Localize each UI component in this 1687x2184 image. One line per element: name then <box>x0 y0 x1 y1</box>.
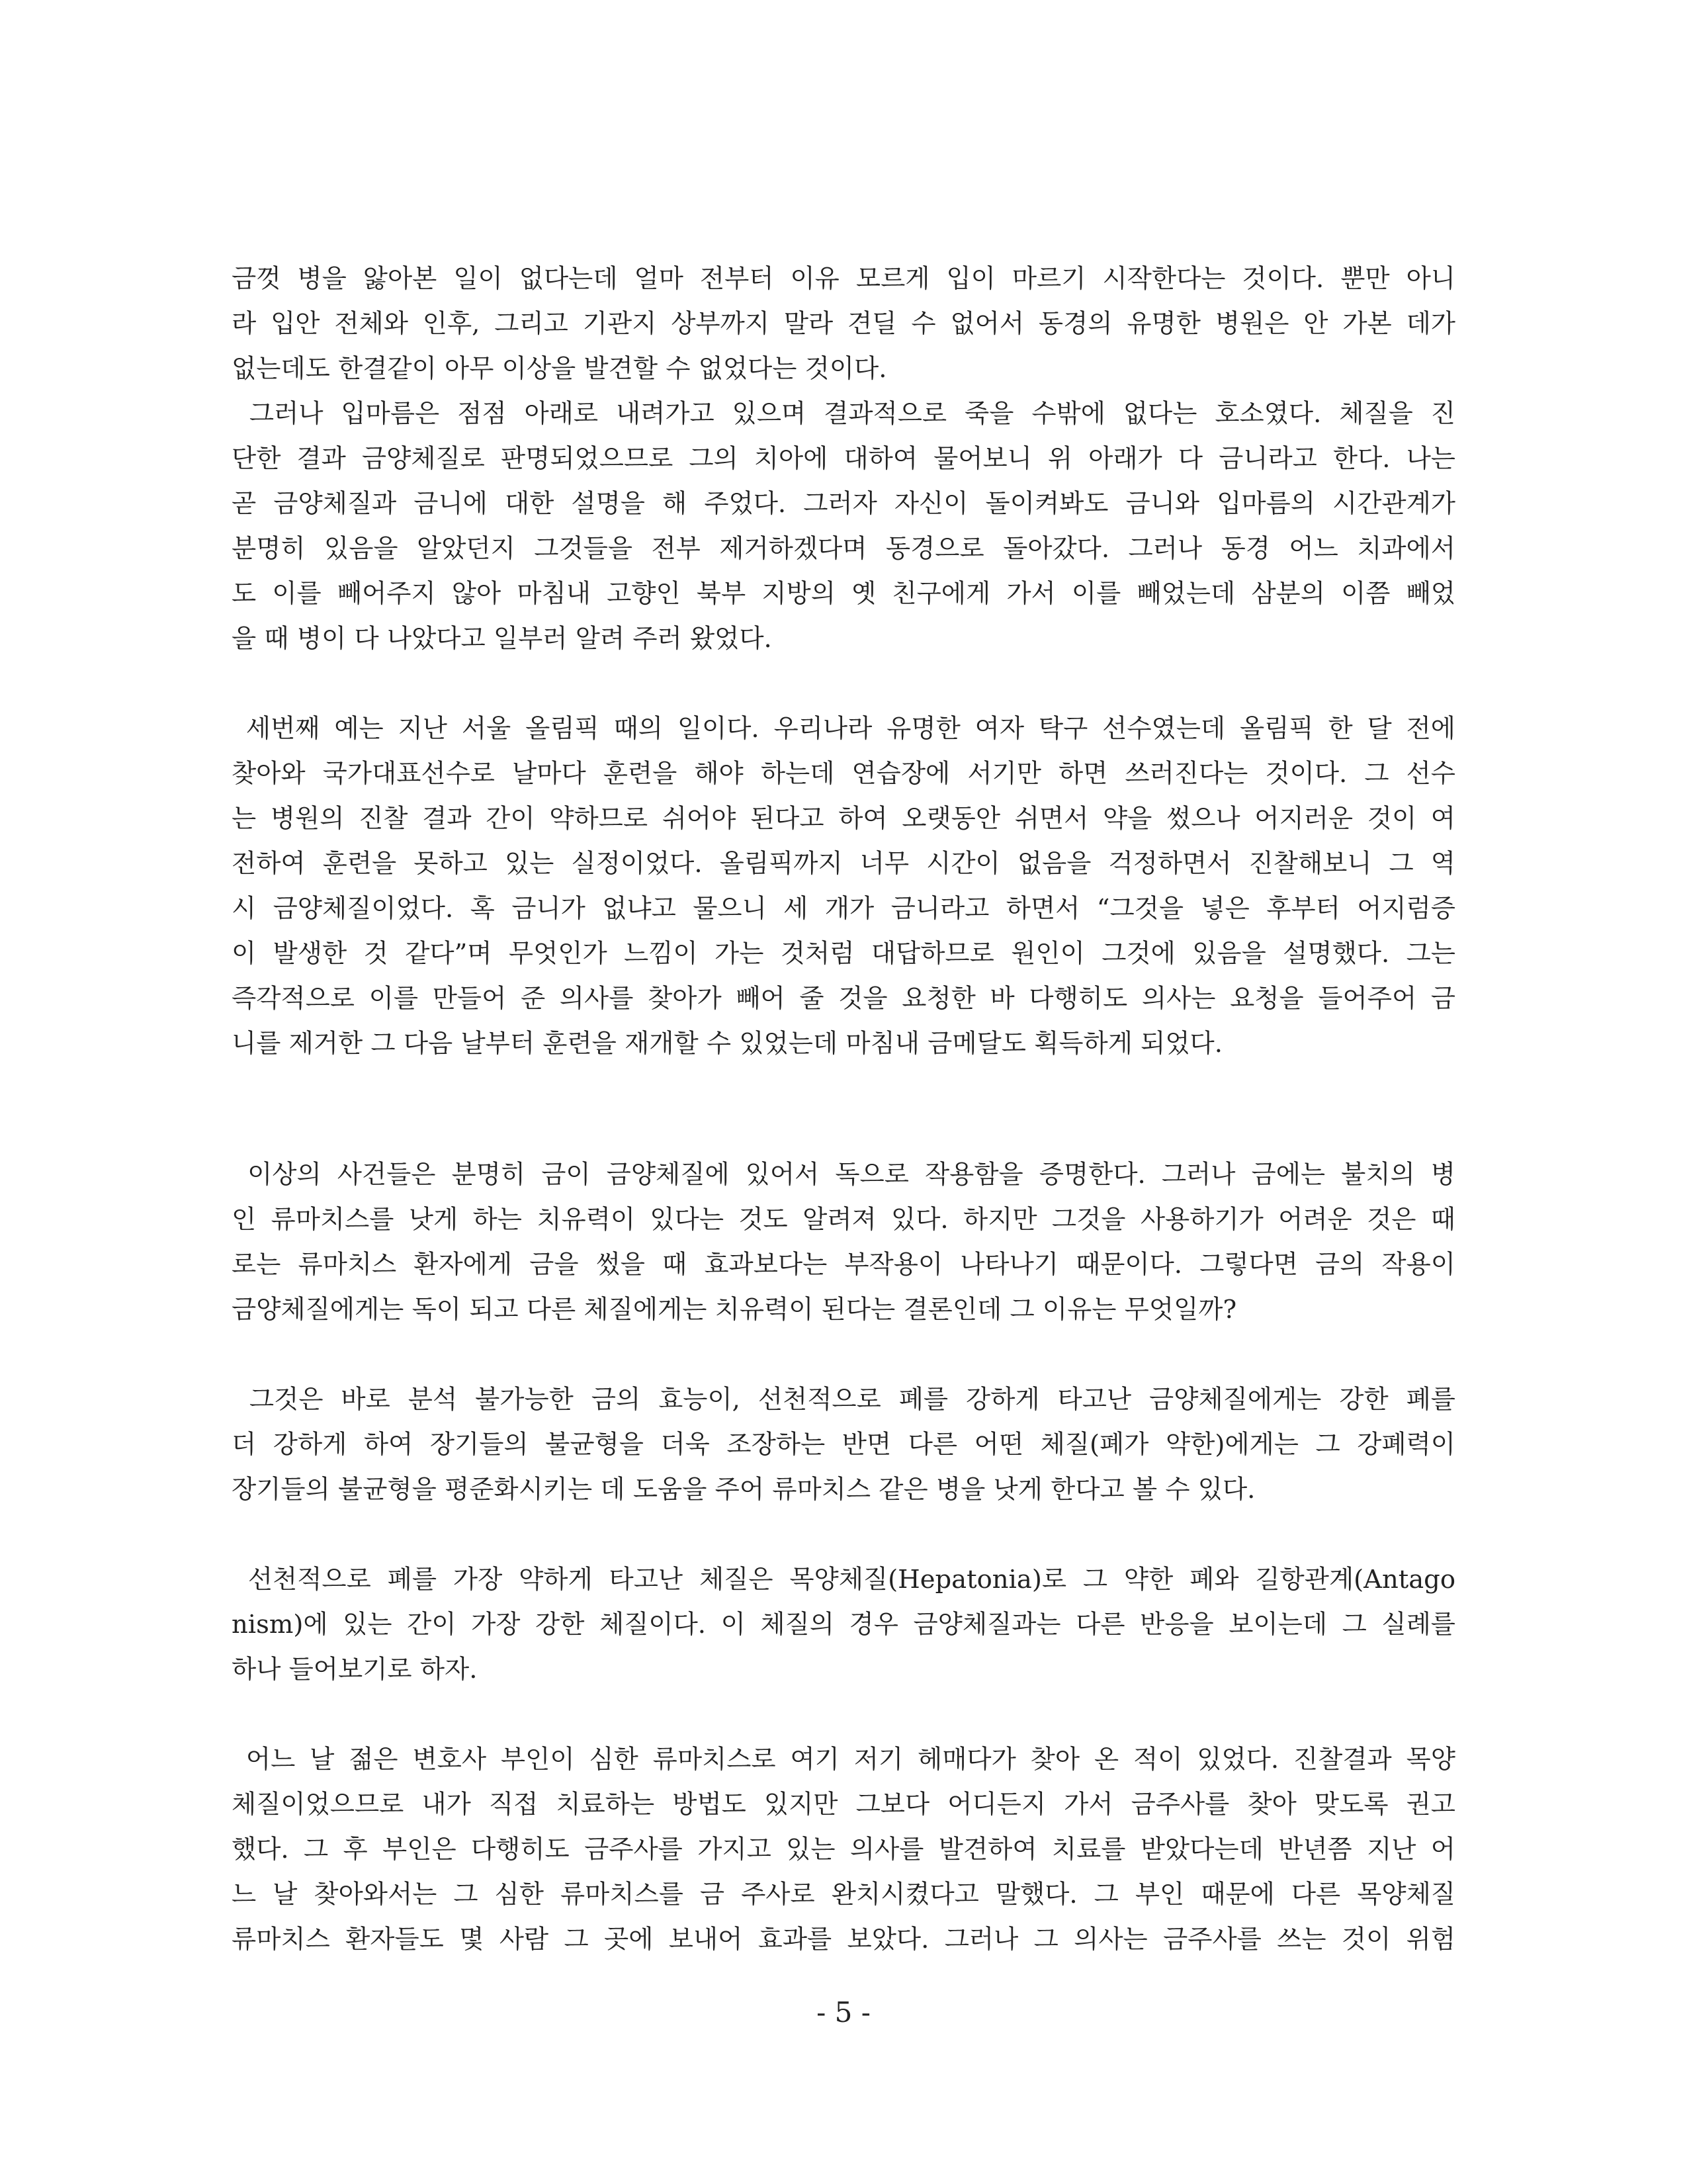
text-line: 금껏 병을 앓아본 일이 없다는데 얼마 전부터 이유 모르게 입이 마르기 시작한다는 것이다. 뿐만 아니 <box>232 264 1455 294</box>
text-line: 인 류마치스를 낫게 하는 치유력이 있다는 것도 알려져 있다. 하지만 그것을 사용하기가 어려운 것은 때 <box>232 1205 1455 1235</box>
text-line: 전하여 훈련을 못하고 있는 실정이었다. 올림픽까지 너무 시간이 없음을 걱정하면서 진찰해보니 그 역 <box>232 849 1455 879</box>
paragraph-1 <box>232 257 1455 392</box>
text-line: 그것은 바로 분석 불가능한 금의 효능이, 선천적으로 폐를 강하게 타고난 금양체질에게는 강한 폐를 <box>232 1385 1455 1415</box>
text-line: 어느 날 젊은 변호사 부인이 심한 류마치스로 여기 저기 헤매다가 찾아 온 적이 있었다. 진찰결과 목양 <box>232 1745 1455 1774</box>
text-line: 체질이었으므로 내가 직접 치료하는 방법도 있지만 그보다 어디든지 가서 금주사를 찾아 맞도록 권고 <box>232 1790 1455 1819</box>
paragraph-5 <box>232 1377 1455 1512</box>
text-line: 찾아와 국가대표선수로 날마다 훈련을 해야 하는데 연습장에 서기만 하면 쓰러진다는 것이다. 그 선수 <box>232 759 1455 789</box>
paragraph-4 <box>232 1153 1455 1332</box>
paragraph-7 <box>232 1737 1455 1962</box>
text-line: 로는 류마치스 환자에게 금을 썼을 때 효과보다는 부작용이 나타나기 때문이다. 그렇다면 금의 작용이 <box>232 1250 1455 1280</box>
text-line: 곧 금양체질과 금니에 대한 설명을 해 주었다. 그러자 자신이 돌이켜봐도 금니와 입마름의 시간관계가 <box>232 489 1455 519</box>
text-line: 없는데도 한결같이 아무 이상을 발견할 수 없었다는 것이다. <box>232 354 887 384</box>
page-body <box>232 257 1455 1962</box>
text-line: 류마치스 환자들도 몇 사람 그 곳에 보내어 효과를 보았다. 그러나 그 의사는 금주사를 쓰는 것이 위험 <box>232 1925 1455 1954</box>
text-line: 도 이를 빼어주지 않아 마침내 고향인 북부 지방의 옛 친구에게 가서 이를 빼었는데 삼분의 이쯤 빼었 <box>232 579 1455 609</box>
text-line: 는 병원의 진찰 결과 간이 약하므로 쉬어야 된다고 하여 오랫동안 쉬면서 약을 썼으나 어지러운 것이 여 <box>232 804 1455 834</box>
text-line: 더 강하게 하여 장기들의 불균형을 더욱 조장하는 반면 다른 어떤 체질(폐가 약한)에게는 그 강폐력이 <box>232 1430 1455 1460</box>
text-line: 을 때 병이 다 나았다고 일부러 알려 주러 왔었다. <box>232 624 772 654</box>
text-line: 분명히 있음을 알았던지 그것들을 전부 제거하겠다며 동경으로 돌아갔다. 그러나 동경 어느 치과에서 <box>232 534 1455 564</box>
text-line: 금양체질에게는 독이 되고 다른 체질에게는 치유력이 된다는 결론인데 그 이유는 무엇일까? <box>232 1295 1237 1325</box>
text-line: 했다. 그 후 부인은 다행히도 금주사를 가지고 있는 의사를 발견하여 치료를 받았다는데 반년쯤 지난 어 <box>232 1835 1455 1864</box>
text-line: 그러나 입마름은 점점 아래로 내려가고 있으며 결과적으로 죽을 수밖에 없다는 호소였다. 체질을 진 <box>232 399 1455 429</box>
text-line: 느 날 찾아와서는 그 심한 류마치스를 금 주사로 완치시켰다고 말했다. 그 부인 때문에 다른 목양체질 <box>232 1880 1455 1909</box>
text-line: 이상의 사건들은 분명히 금이 금양체질에 있어서 독으로 작용함을 증명한다. 그러나 금에는 불치의 병 <box>232 1160 1455 1190</box>
page-number: - 5 - <box>816 1996 871 2029</box>
text-line: 이 발생한 것 같다”며 무엇인가 느낌이 가는 것처럼 대답하므로 원인이 그것에 있음을 설명했다. 그는 <box>232 939 1455 969</box>
text-line: 즉각적으로 이를 만들어 준 의사를 찾아가 빼어 줄 것을 요청한 바 다행히도 의사는 요청을 들어주어 금 <box>232 984 1455 1014</box>
text-line: 라 입안 전체와 인후, 그리고 기관지 상부까지 말라 견딜 수 없어서 동경의 유명한 병원은 안 가본 데가 <box>232 309 1455 339</box>
paragraph-2 <box>232 392 1455 662</box>
paragraph-3 <box>232 707 1455 1067</box>
text-line: 세번째 예는 지난 서울 올림픽 때의 일이다. 우리나라 유명한 여자 탁구 선수였는데 올림픽 한 달 전에 <box>232 714 1455 744</box>
text-line: nism)에 있는 간이 가장 강한 체질이다. 이 체질의 경우 금양체질과는 다른 반응을 보이는데 그 실례를 <box>232 1610 1455 1639</box>
text-line: 하나 들어보기로 하자. <box>232 1655 478 1684</box>
text-line: 단한 결과 금양체질로 판명되었으므로 그의 치아에 대하여 물어보니 위 아래가 다 금니라고 한다. 나는 <box>232 444 1455 474</box>
text-line: 시 금양체질이었다. 혹 금니가 없냐고 물으니 세 개가 금니라고 하면서 “그것을 넣은 후부터 어지럼증 <box>232 894 1455 924</box>
paragraph-6 <box>232 1557 1455 1692</box>
text-line: 선천적으로 폐를 가장 약하게 타고난 체질은 목양체질(Hepatonia)로 그 약한 폐와 길항관계(Antago <box>232 1565 1455 1594</box>
text-line: 니를 제거한 그 다음 날부터 훈련을 재개할 수 있었는데 마침내 금메달도 획득하게 되었다. <box>232 1029 1223 1059</box>
text-line: 장기들의 불균형을 평준화시키는 데 도움을 주어 류마치스 같은 병을 낫게 한다고 볼 수 있다. <box>232 1475 1256 1505</box>
